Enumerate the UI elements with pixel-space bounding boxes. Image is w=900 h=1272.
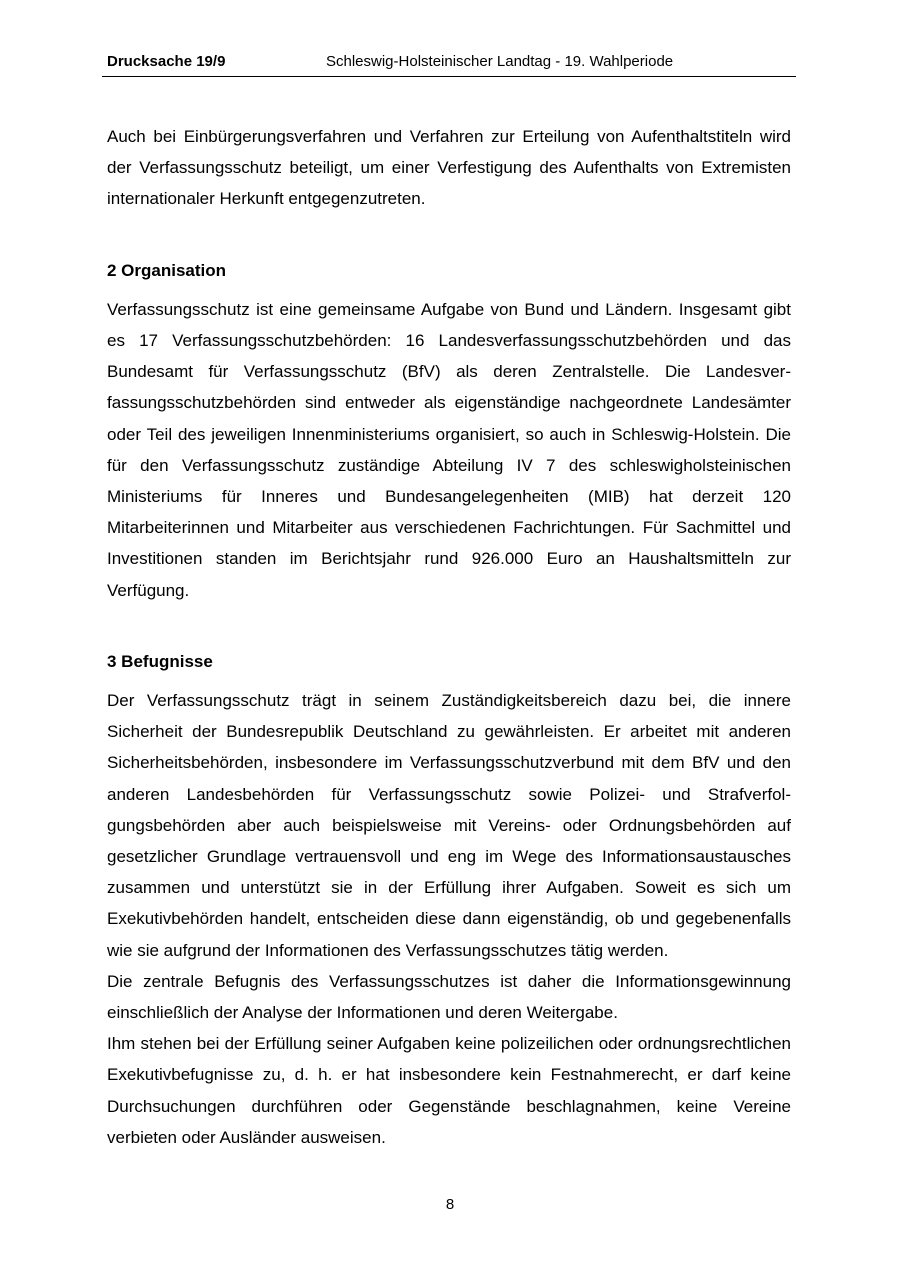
page-number: 8 <box>445 1196 455 1213</box>
organisation-paragraph: Verfassungsschutz ist eine gemeinsame Aufgabe von Bund und Ländern. Insgesamt gibt es 17 Verfassungsschutzbehörden: 16 Landesverfassungsschutzbehörden und das Bundesamt für Verfassungsschutz (BfV) als deren Zentralstelle. Die Landesverfassungsschutzbehörden sind entweder als eigenständige nachgeordnete Landesämter oder Teil des jeweiligen Innenministeriums organisiert, so auch in Schleswig-Holstein. Die für den Verfassungsschutz zuständige Abteilung IV 7 des schleswigholsteinischen Ministeriums für Inneres und Bundesangelegenheiten (MIB) hat derzeit 120 Mitarbeiterinnen und Mitarbeiter aus verschiedenen Fachrichtungen. Für Sachmittel und Investitionen standen im Berichtsjahr rund 926.000 Euro an Haushaltsmitteln zur Verfügung. <box>107 299 791 600</box>
section-heading-befugnisse: 3 Befugnisse <box>107 651 213 671</box>
befugnisse-paragraph-2: Die zentrale Befugnis des Verfassungsschutzes ist daher die Informationsgewinnung einschließlich der Analyse der Informationen und deren Weitergabe. <box>107 971 791 1023</box>
document-body <box>107 121 791 1153</box>
befugnisse-paragraph-1: Der Verfassungsschutz trägt in seinem Zuständigkeitsbereich dazu bei, die innere Sicherheit der Bundesrepublik Deutschland zu gewährleisten. Er arbeitet mit anderen Sicherheitsbehörden, insbesondere im Verfassungsschutzverbund mit dem BfV und den anderen Landesbehörden für Verfassungsschutz sowie Polizei- und Strafverfolgungsbehörden aber auch beispielsweise mit Vereins- oder Ordnungsbehörden auf gesetzlicher Grundlage vertrauensvoll und eng im Wege des Informationsaustausches zusammen und unterstützt sie in der Erfüllung ihrer Aufgaben. Soweit es sich um Exekutivbehörden handelt, entscheiden diese dann eigenständig, ob und gegebenenfalls wie sie aufgrund der Informationen des Verfassungsschutzes tätig werden. <box>107 691 791 960</box>
parliament-title: Schleswig-Holsteinischer Landtag - 19. Wahlperiode <box>326 53 674 70</box>
befugnisse-paragraph-3: Ihm stehen bei der Erfüllung seiner Aufgaben keine polizeilichen oder ordnungsrechtlichen Exekutivbefugnisse zu, d. h. er hat insbesondere kein Festnahmerecht, er darf keine Durchsuchungen durchführen oder Gegenstände beschlagnahmen, keine Vereine verbieten oder Ausländer ausweisen. <box>107 1034 791 1147</box>
intro-paragraph: Auch bei Einbürgerungsverfahren und Verfahren zur Erteilung von Aufenthaltstiteln wird der Verfassungsschutz beteiligt, um einer Verfestigung des Aufenthalts von Extremisten internationaler Herkunft entgegenzutreten. <box>107 127 791 209</box>
page-header <box>102 52 796 77</box>
document-number: Drucksache 19/9 <box>107 53 226 70</box>
section-heading-organisation: 2 Organisation <box>107 260 227 280</box>
